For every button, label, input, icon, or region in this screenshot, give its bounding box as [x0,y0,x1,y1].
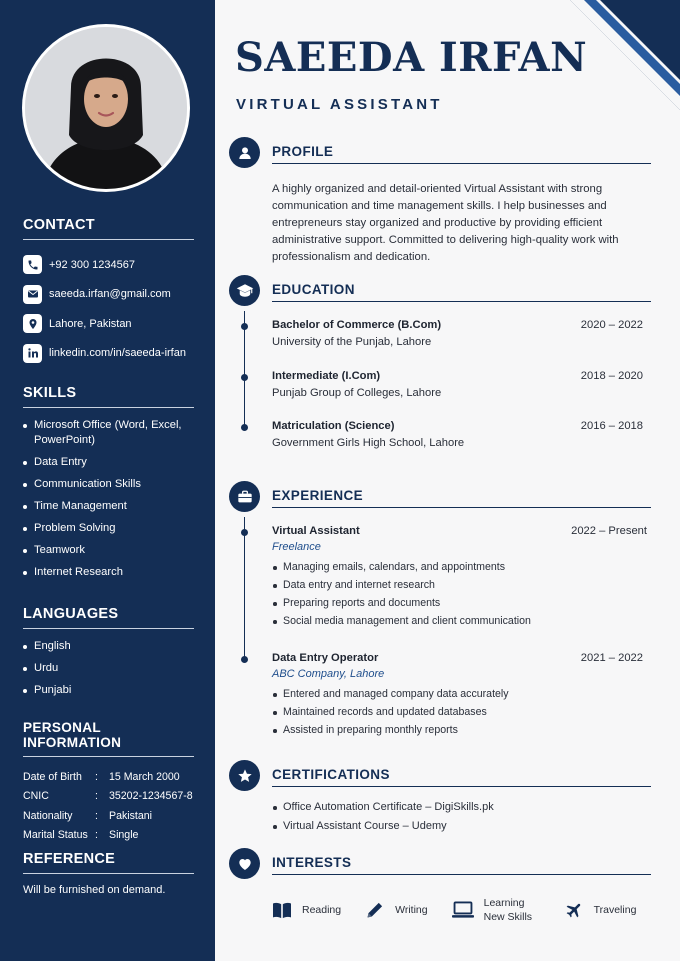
section-divider [272,301,651,302]
interest-item [452,896,540,924]
experience-bullet: Social media management and client communication [272,612,651,630]
skill-item: Time Management [23,499,194,514]
experience-company: ABC Company, Lahore [272,668,385,680]
timeline-dot [241,424,248,431]
airplane-icon [564,900,584,920]
personal-info-label: Marital Status [23,829,88,842]
mail-icon [23,285,42,304]
education-degree: Matriculation (Science) [272,420,395,432]
education-years: 2020 – 2022 [580,319,643,331]
experience-bullet: Preparing reports and documents [272,594,651,612]
personal-info-label: Date of Birth [23,770,82,783]
contact-phone-text: +92 300 1234567 [49,258,135,271]
linkedin-icon [23,344,42,363]
language-item: English [23,639,194,654]
education-degree: Bachelor of Commerce (B.Com) [272,319,442,331]
interest-label: Traveling [593,904,637,916]
skill-item: Communication Skills [23,477,194,492]
timeline-dot [241,656,248,663]
timeline-dot [241,374,248,381]
sidebar [0,0,215,961]
skill-item: Microsoft Office (Word, Excel, PowerPoint) [23,418,194,448]
interests-row [272,896,651,924]
section-divider [272,507,651,508]
skill-item: Problem Solving [23,521,194,536]
reference-heading: REFERENCE [23,851,194,874]
personal-info-row: CNIC : 35202-1234567-8 [23,790,193,803]
contact-location-text: Lahore, Pakistan [49,317,132,330]
language-item: Urdu [23,661,194,676]
experience-item [272,525,651,652]
experience-role: Data Entry Operator [272,652,379,664]
interests-section [229,848,651,924]
contact-heading: CONTACT [23,217,194,240]
laptop-icon [452,901,474,919]
section-divider [272,874,651,875]
heart-icon [229,848,260,879]
experience-role: Virtual Assistant [272,525,360,537]
experience-timeline [272,525,651,739]
personal-info-label: CNIC [23,790,49,803]
experience-heading: EXPERIENCE [272,488,364,503]
experience-bullet: Assisted in preparing monthly reports [272,721,651,739]
personal-info-value: Single [109,829,139,842]
personal-info-value: Pakistani [109,809,152,822]
reference-section [23,851,194,896]
education-years: 2018 – 2020 [580,369,643,382]
timeline-dot [241,529,248,536]
experience-bullet: Entered and managed company data accurately [272,685,651,703]
timeline-line [244,517,245,660]
language-item: Punjabi [23,683,194,698]
star-icon [229,760,260,791]
education-heading: EDUCATION [272,282,355,297]
languages-list [23,639,194,698]
personal-info-value: 35202-1234567-8 [109,790,193,803]
personal-info-row: Nationality : Pakistani [23,809,152,822]
languages-heading: LANGUAGES [23,606,194,629]
education-item [272,370,651,421]
interest-item [564,900,637,920]
education-section [229,275,651,471]
user-icon [229,137,260,168]
experience-bullet: Managing emails, calendars, and appointments [272,558,651,576]
languages-section [23,606,194,705]
interest-label: Reading [302,904,342,916]
contact-linkedin[interactable] [23,339,194,369]
education-timeline [272,319,651,471]
certifications-list [272,798,651,836]
location-pin-icon [23,314,42,333]
interest-label: Writing [395,904,428,916]
certification-item: Virtual Assistant Course – Udemy [272,817,651,836]
profile-photo-frame [22,24,190,192]
experience-bullets [272,558,651,630]
skills-list [23,418,194,580]
experience-company: Freelance [272,541,321,553]
section-divider [272,786,651,787]
personal-info-label: Nationality [23,809,73,822]
experience-item [272,652,651,739]
personal-info-value: 15 March 2000 [109,770,180,783]
timeline-dot [241,323,248,330]
personal-info-row: Marital Status : Single [23,829,139,842]
personal-info-section [23,720,194,845]
education-degree: Intermediate (I.Com) [272,369,381,382]
experience-bullet: Maintained records and updated databases [272,703,651,721]
book-icon [272,901,292,919]
contact-email-text: saeeda.irfan@gmail.com [49,288,171,301]
profile-photo [25,27,187,189]
experience-bullet: Data entry and internet research [272,576,651,594]
experience-bullets [272,685,651,739]
experience-years: 2021 – 2022 [580,652,643,664]
certifications-section [229,760,651,836]
section-divider [272,163,651,164]
experience-years: 2022 – Present [571,525,647,537]
education-school: University of the Punjab, Lahore [272,336,432,348]
contact-section [23,217,194,368]
skills-section [23,385,194,587]
personal-info-row: Date of Birth : 15 March 2000 [23,770,180,783]
interest-item [365,900,427,920]
pen-icon [365,900,385,920]
experience-section [229,481,651,739]
profile-heading: PROFILE [272,144,334,159]
graduation-cap-icon [229,275,260,306]
phone-icon [23,255,42,274]
education-years: 2016 – 2018 [580,420,643,432]
candidate-name: SAEEDA IRFAN [235,34,588,81]
skill-item: Data Entry [23,455,194,470]
briefcase-icon [229,481,260,512]
interest-label: Learning New Skills [483,897,533,923]
education-school: Government Girls High School, Lahore [272,437,465,449]
contact-linkedin-text: linkedin.com/in/saeeda-irfan [49,347,186,360]
contact-phone[interactable] [23,250,194,280]
contact-location [23,309,194,339]
candidate-title: VIRTUAL ASSISTANT [236,96,443,113]
education-school: Punjab Group of Colleges, Lahore [272,386,442,399]
profile-section [229,137,651,266]
skills-heading: SKILLS [23,385,194,408]
certifications-heading: CERTIFICATIONS [272,767,390,782]
profile-text: A highly organized and detail-oriented Virtual Assistant with strong communication and time management skills. I help businesses and entrepreneurs stay organized and productive by providing efficient administrative support. Committed to delivering high-quality work with professionalism and dedication. [272,183,619,263]
certification-item: Office Automation Certificate – DigiSkills.pk [272,798,651,817]
education-item [272,420,651,471]
interests-heading: INTERESTS [272,855,352,870]
personal-info-heading: PERSONAL INFORMATION [23,720,194,757]
contact-email[interactable] [23,280,194,310]
skill-item: Teamwork [23,543,194,558]
interest-item [272,901,341,919]
education-item [272,319,651,370]
reference-text: Will be furnished on demand. [23,884,166,896]
skill-item: Internet Research [23,565,194,580]
